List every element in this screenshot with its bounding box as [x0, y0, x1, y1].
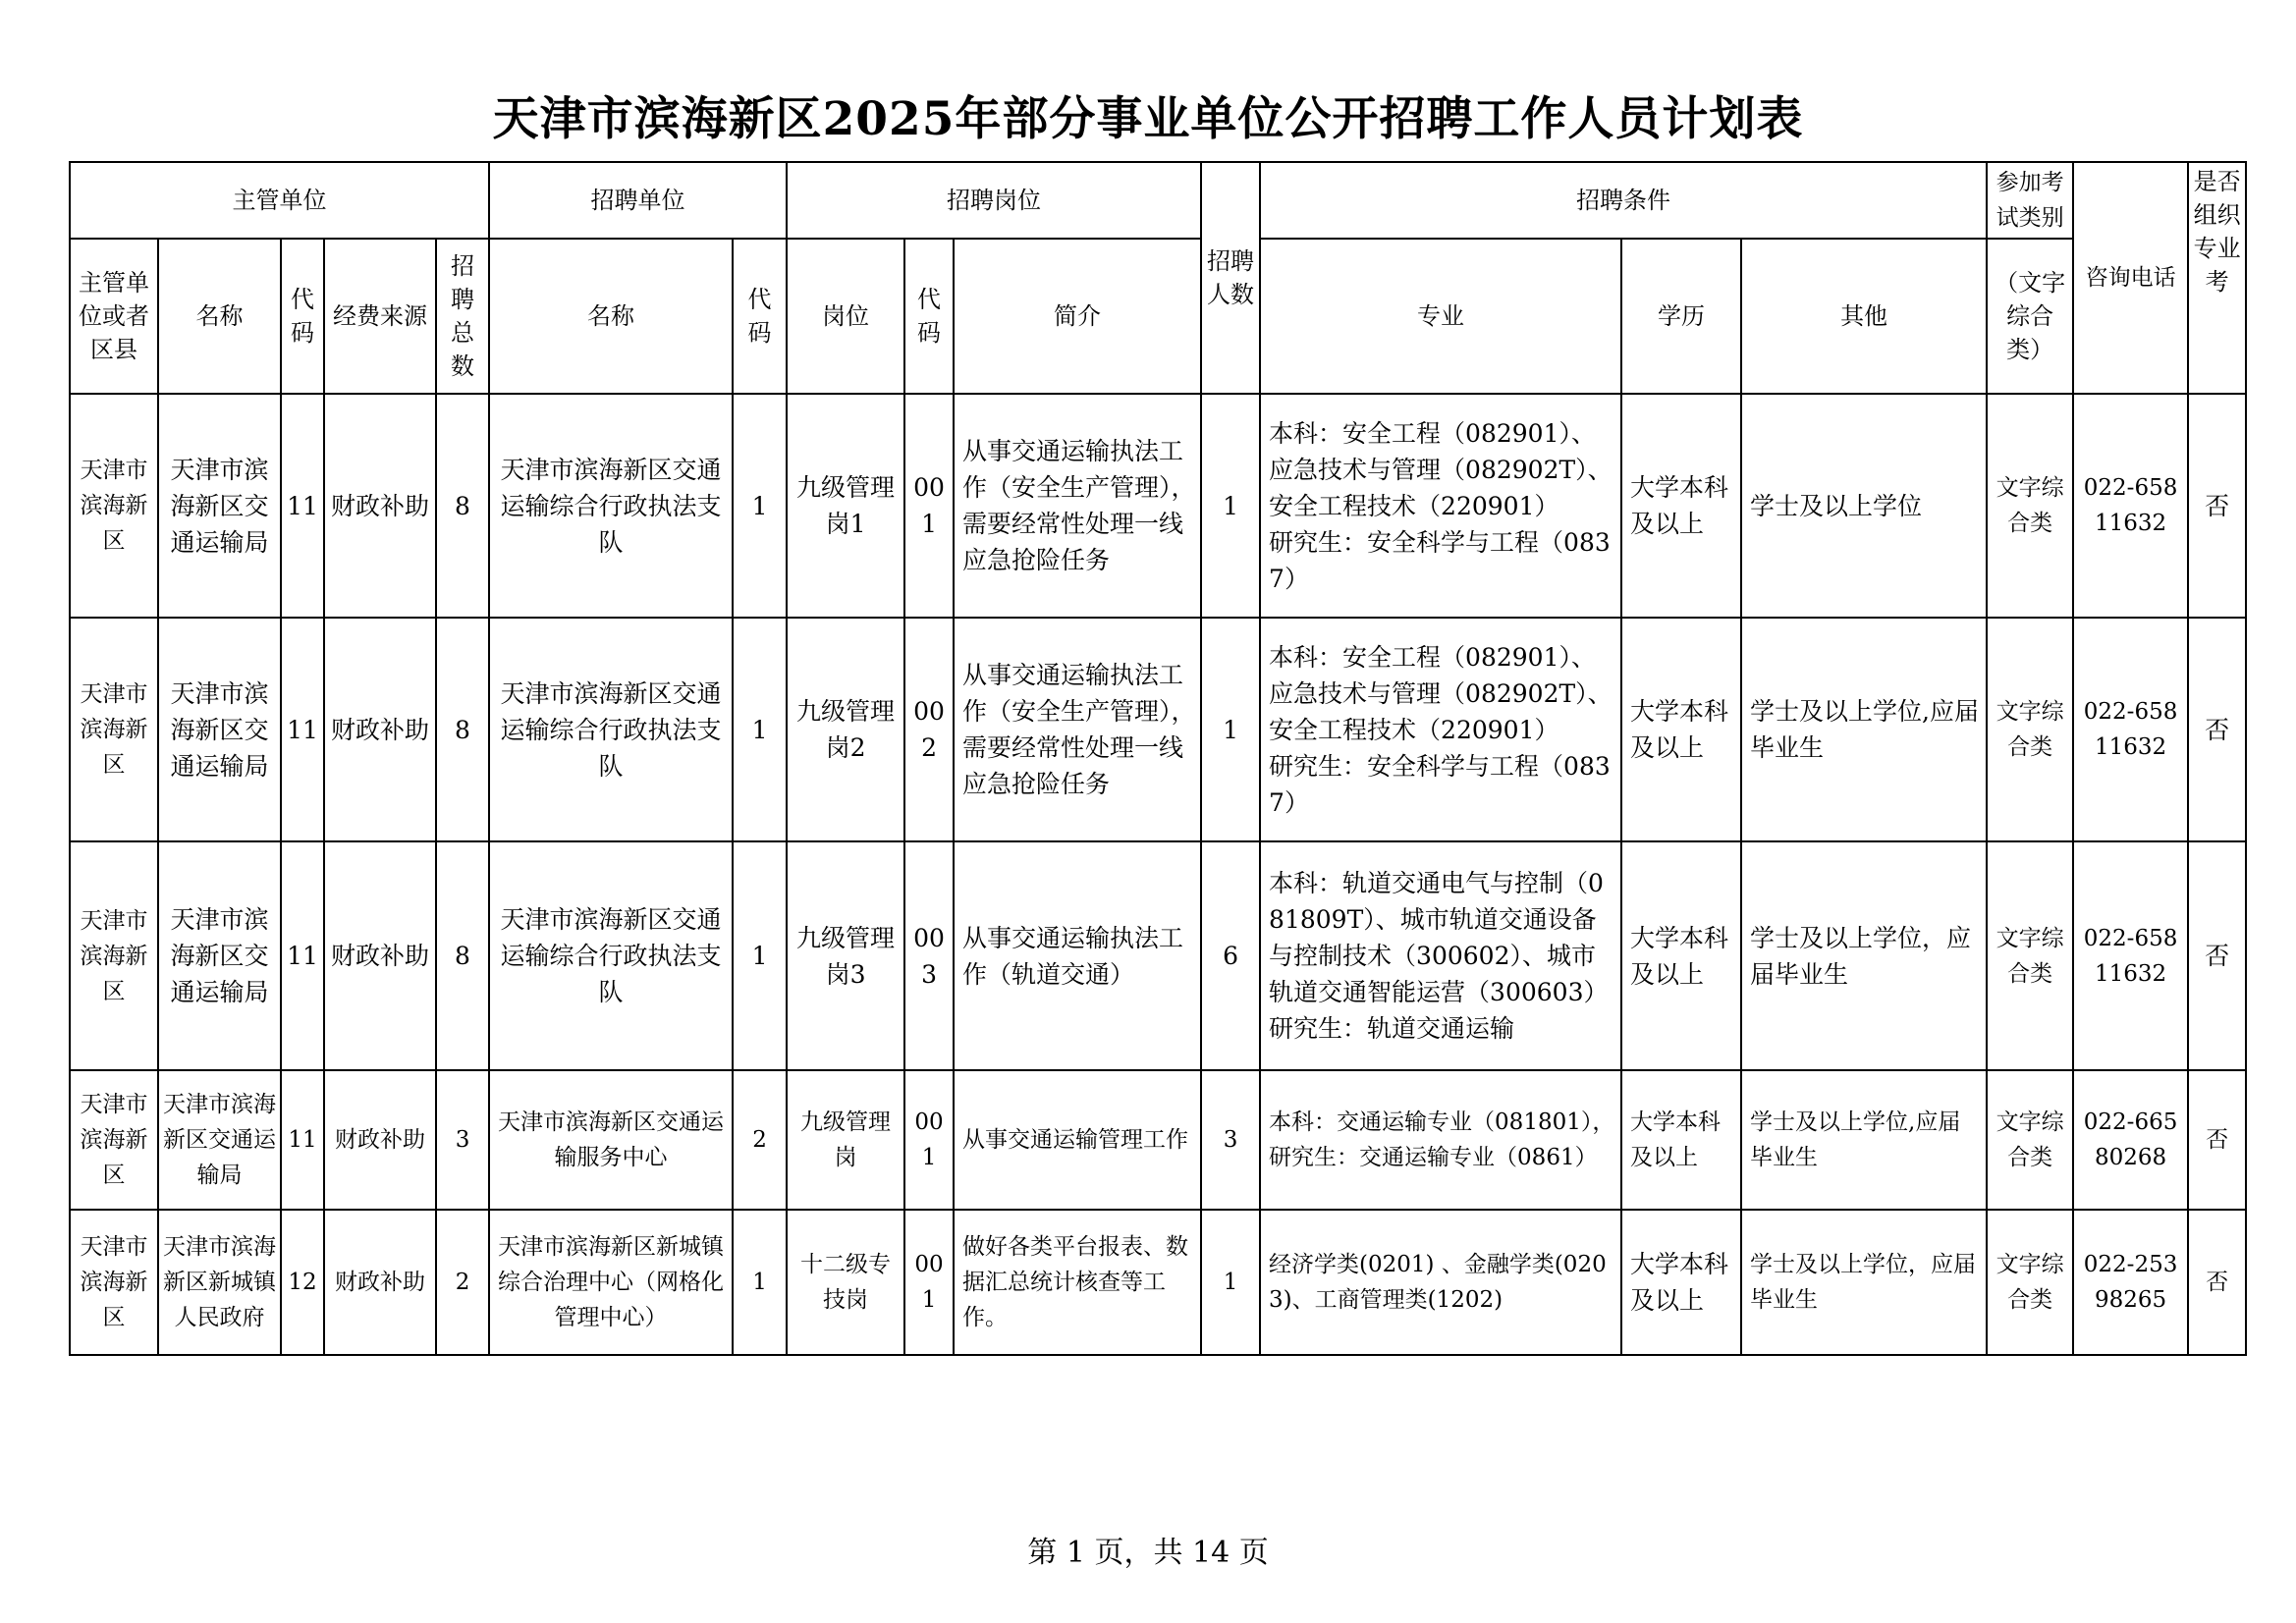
header-headcount: 招聘人数: [1201, 162, 1260, 394]
intro-cell: 做好各类平台报表、数据汇总统计核查等工作。: [954, 1210, 1201, 1355]
header-employer-unit: 招聘单位: [489, 162, 787, 239]
organize-exam-cell: 否: [2188, 394, 2246, 618]
major-cell: 本科：安全工程（082901）、应急技术与管理（082902T）、安全工程技术（220901） 研究生：安全科学与工程（0837）: [1260, 394, 1621, 618]
headcount-cell: 6: [1201, 841, 1260, 1070]
phone-cell: 022-65811632: [2073, 618, 2188, 841]
headcount-cell: 1: [1201, 618, 1260, 841]
intro-cell: 从事交通运输执法工作（安全生产管理），需要经常性处理一线应急抢险任务: [954, 394, 1201, 618]
major-cell: 本科：交通运输专业（081801），研究生：交通运输专业（0861）: [1260, 1070, 1621, 1210]
header-intro: 简介: [954, 239, 1201, 394]
competent-name-cell: 天津市滨海新区新城镇人民政府: [158, 1210, 281, 1355]
funding-cell: 财政补助: [324, 1070, 436, 1210]
header-post-code: 代码: [904, 239, 954, 394]
intro-cell: 从事交通运输执法工作（安全生产管理），需要经常性处理一线应急抢险任务: [954, 618, 1201, 841]
table-row: [70, 1070, 2246, 1210]
funding-cell: 财政补助: [324, 1210, 436, 1355]
major-cell: 本科：安全工程（082901）、应急技术与管理（082902T）、安全工程技术（220901） 研究生：安全科学与工程（0837）: [1260, 618, 1621, 841]
headcount-cell: 1: [1201, 394, 1260, 618]
education-cell: 大学本科及以上: [1621, 841, 1741, 1070]
phone-cell: 022-66580268: [2073, 1070, 2188, 1210]
post-code-cell: 001: [904, 1210, 954, 1355]
competent-name-cell: 天津市滨海新区交通运输局: [158, 394, 281, 618]
education-cell: 大学本科及以上: [1621, 394, 1741, 618]
funding-cell: 财政补助: [324, 841, 436, 1070]
intro-cell: 从事交通运输管理工作: [954, 1070, 1201, 1210]
header-education: 学历: [1621, 239, 1741, 394]
table-row: [70, 394, 2246, 618]
header-conditions: 招聘条件: [1260, 162, 1987, 239]
exam-category-cell: 文字综合类: [1987, 1210, 2073, 1355]
major-cell: 经济学类(0201) 、金融学类(0203)、工商管理类(1202): [1260, 1210, 1621, 1355]
header-exam-category: 参加考试类别: [1987, 162, 2073, 239]
header-total: 招聘总数: [436, 239, 489, 394]
area-cell: 天津市滨海新区: [70, 1070, 158, 1210]
post-cell: 十二级专技岗: [787, 1210, 904, 1355]
header-exam-category-sub: （文字综合类）: [1987, 239, 2073, 394]
competent-name-cell: 天津市滨海新区交通运输局: [158, 841, 281, 1070]
total-cell: 8: [436, 394, 489, 618]
organize-exam-cell: 否: [2188, 618, 2246, 841]
other-cell: 学士及以上学位，应届毕业生: [1741, 1210, 1987, 1355]
table-row: [70, 618, 2246, 841]
competent-code-cell: 11: [281, 1070, 324, 1210]
area-cell: 天津市滨海新区: [70, 618, 158, 841]
employer-name-cell: 天津市滨海新区交通运输综合行政执法支队: [489, 841, 733, 1070]
post-cell: 九级管理岗2: [787, 618, 904, 841]
header-position: 招聘岗位: [787, 162, 1201, 239]
post-code-cell: 002: [904, 618, 954, 841]
page-number: 第 1 页，共 14 页: [1027, 1536, 1269, 1570]
headcount-cell: 1: [1201, 1210, 1260, 1355]
competent-code-cell: 12: [281, 1210, 324, 1355]
post-cell: 九级管理岗: [787, 1070, 904, 1210]
other-cell: 学士及以上学位,应届毕业生: [1741, 618, 1987, 841]
employer-code-cell: 1: [733, 618, 787, 841]
header-employer-code: 代码: [733, 239, 787, 394]
employer-name-cell: 天津市滨海新区交通运输服务中心: [489, 1070, 733, 1210]
phone-cell: 022-25398265: [2073, 1210, 2188, 1355]
table-row: [70, 1210, 2246, 1355]
other-cell: 学士及以上学位,应届毕业生: [1741, 1070, 1987, 1210]
competent-name-cell: 天津市滨海新区交通运输局: [158, 1070, 281, 1210]
area-cell: 天津市滨海新区: [70, 841, 158, 1070]
employer-name-cell: 天津市滨海新区交通运输综合行政执法支队: [489, 394, 733, 618]
header-competent-area: 主管单位或者区县: [70, 239, 158, 394]
other-cell: 学士及以上学位，应届毕业生: [1741, 841, 1987, 1070]
organize-exam-cell: 否: [2188, 841, 2246, 1070]
funding-cell: 财政补助: [324, 618, 436, 841]
post-code-cell: 003: [904, 841, 954, 1070]
exam-category-cell: 文字综合类: [1987, 1070, 2073, 1210]
organize-exam-cell: 否: [2188, 1070, 2246, 1210]
funding-cell: 财政补助: [324, 394, 436, 618]
competent-name-cell: 天津市滨海新区交通运输局: [158, 618, 281, 841]
exam-category-cell: 文字综合类: [1987, 618, 2073, 841]
employer-code-cell: 1: [733, 841, 787, 1070]
header-organize-exam: 是否组织专业考: [2188, 162, 2246, 394]
post-code-cell: 001: [904, 394, 954, 618]
post-code-cell: 001: [904, 1070, 954, 1210]
total-cell: 8: [436, 618, 489, 841]
major-cell: 本科：轨道交通电气与控制（081809T）、城市轨道交通设备与控制技术（300602）、城市轨道交通智能运营（300603） 研究生：轨道交通运输: [1260, 841, 1621, 1070]
exam-category-cell: 文字综合类: [1987, 394, 2073, 618]
total-cell: 3: [436, 1070, 489, 1210]
phone-cell: 022-65811632: [2073, 841, 2188, 1070]
employer-name-cell: 天津市滨海新区新城镇综合治理中心（网格化管理中心）: [489, 1210, 733, 1355]
table-row: [70, 841, 2246, 1070]
education-cell: 大学本科及以上: [1621, 1210, 1741, 1355]
header-competent-unit: 主管单位: [70, 162, 489, 239]
employer-code-cell: 2: [733, 1070, 787, 1210]
header-other: 其他: [1741, 239, 1987, 394]
other-cell: 学士及以上学位: [1741, 394, 1987, 618]
total-cell: 8: [436, 841, 489, 1070]
employer-code-cell: 1: [733, 394, 787, 618]
intro-cell: 从事交通运输执法工作（轨道交通）: [954, 841, 1201, 1070]
header-competent-code: 代码: [281, 239, 324, 394]
header-funding: 经费来源: [324, 239, 436, 394]
page-title: 天津市滨海新区2025年部分事业单位公开招聘工作人员计划表: [492, 92, 1804, 146]
post-cell: 九级管理岗1: [787, 394, 904, 618]
phone-cell: 022-65811632: [2073, 394, 2188, 618]
header-competent-name: 名称: [158, 239, 281, 394]
area-cell: 天津市滨海新区: [70, 394, 158, 618]
competent-code-cell: 11: [281, 841, 324, 1070]
employer-name-cell: 天津市滨海新区交通运输综合行政执法支队: [489, 618, 733, 841]
header-post: 岗位: [787, 239, 904, 394]
post-cell: 九级管理岗3: [787, 841, 904, 1070]
organize-exam-cell: 否: [2188, 1210, 2246, 1355]
headcount-cell: 3: [1201, 1070, 1260, 1210]
recruitment-plan-table: [69, 161, 2247, 1356]
header-major: 专业: [1260, 239, 1621, 394]
education-cell: 大学本科及以上: [1621, 618, 1741, 841]
competent-code-cell: 11: [281, 618, 324, 841]
education-cell: 大学本科及以上: [1621, 1070, 1741, 1210]
employer-code-cell: 1: [733, 1210, 787, 1355]
header-phone: 咨询电话: [2073, 162, 2188, 394]
total-cell: 2: [436, 1210, 489, 1355]
exam-category-cell: 文字综合类: [1987, 841, 2073, 1070]
competent-code-cell: 11: [281, 394, 324, 618]
area-cell: 天津市滨海新区: [70, 1210, 158, 1355]
header-employer-name: 名称: [489, 239, 733, 394]
